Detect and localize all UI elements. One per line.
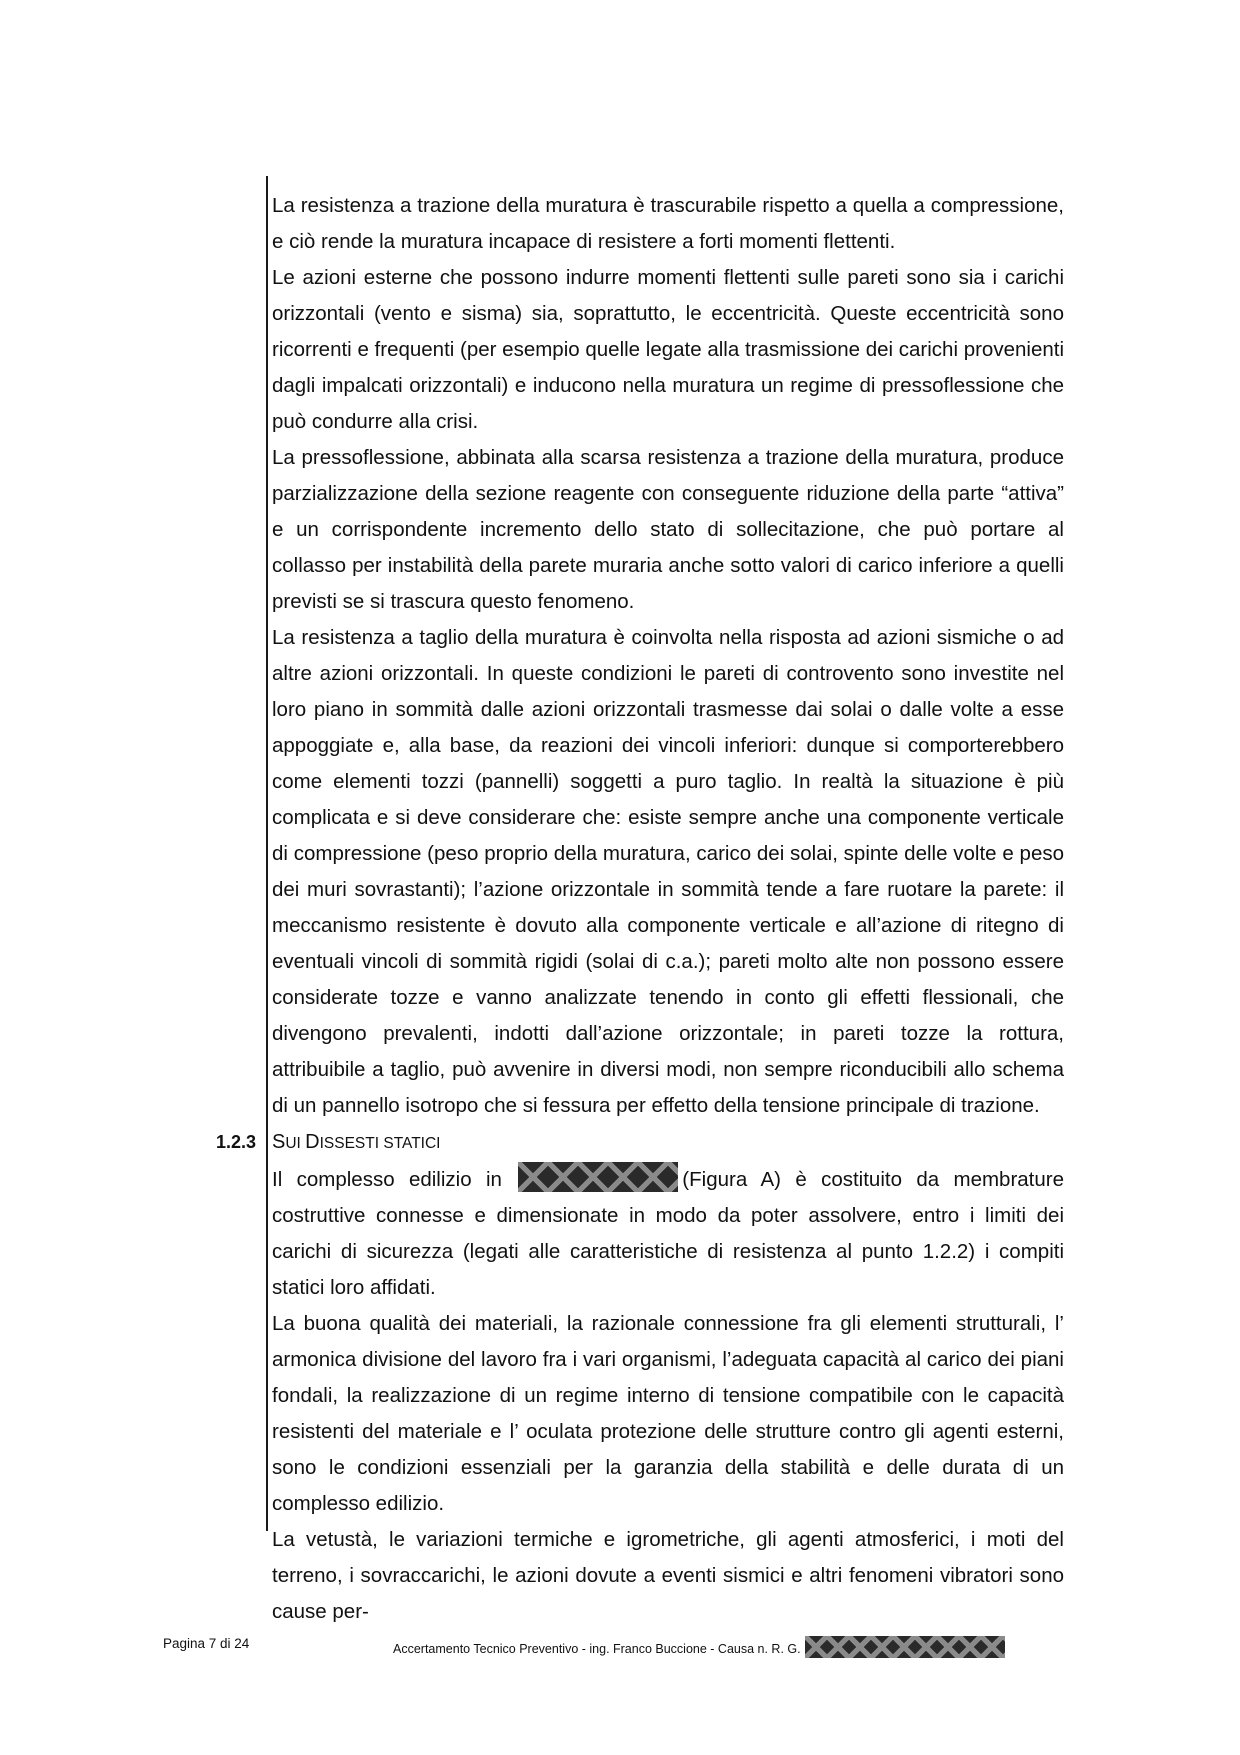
paragraph-3: La pressoflessione, abbinata alla scarsa resistenza a trazione della muratura, produce parzializzazione della sezione reagente con conseguente riduzione della parte “attiva” e un corrispondente incremento dello stato di sollecitazione, che può portare al collasso per instabilità della parete muraria anche sotto valori di carico inferiore a quelli previsti se si trascura questo fenomeno. [272,446,1064,613]
paragraph-4: La resistenza a taglio della muratura è coinvolta nella risposta ad azioni sismiche o ad altre azioni orizzontali. In queste condizioni le pareti di controvento sono investite nel loro piano in sommità dalle azioni orizzontali trasmesse dai solai o dalle volte a esse appoggiate e, alla base, da reazioni dei vincoli inferiori: dunque si comporterebbero come elementi tozzi (pannelli) soggetti a puro taglio. In realtà la situazione è più complicata e si deve considerare che: esiste sempre anche una componente verticale di compressione (peso proprio della muratura, carico dei solai, spinte delle volte e peso dei muri sovrastanti); l’azione orizzontale in sommità tende a fare ruotare la parete: il meccanismo resistente è dovuto alla componente verticale e all’azione di ritegno di eventuali vincoli di sommità rigidi (solai di c.a.); pareti molto alte non possono essere considerate tozze e vanno analizzate tenendo in conto gli effetti flessionali, che divengono prevalenti, indotti dall’azione orizzontale; in pareti tozze la rottura, attribuibile a taglio, può avvenire in diversi modi, non sempre riconducibili allo schema di un pannello isotropo che si fessura per effetto della tensione principale di trazione. [272,626,1064,1117]
section-paragraph-2: La buona qualità dei materiali, la razionale connessione fra gli elementi strutturali, l’ armonica divisione del lavoro fra i vari organismi, l’adeguata capacità al carico dei piani fondali, la realizzazione di un regime interno di tensione compatibile con le capacità resistenti del materiale e l’ oculata protezione delle strutture contro gli agenti esterni, sono le condizioni essenziali per la garanzia della stabilità e delle durata di un complesso edilizio. [272,1312,1064,1515]
page-number: Pagina 7 di 24 [163,1636,250,1651]
section-paragraph-intro: Il complesso edilizio in (Figura A) è costituito da membrature costruttive connesse e dimensionate in modo da poter assolvere, entro i limiti dei carichi di sicurezza (legati alle caratteristiche di resistenza al punto 1.2.2) i compiti statici loro affidati. [272,1162,1064,1306]
section-title: SUI DISSESTI STATICI [272,1131,441,1153]
redacted-case-number [805,1636,1005,1658]
redacted-location [518,1162,678,1192]
left-margin-rule [266,176,268,1531]
section-heading [216,1124,1064,1162]
paragraph-1: La resistenza a trazione della muratura è trascurabile rispetto a quella a compressione, e ciò rende la muratura incapace di resistere a forti momenti flettenti. [272,194,1064,253]
section-number: 1.2.3 [216,1132,257,1152]
footer-title: Accertamento Tecnico Preventivo - ing. Franco Buccione - Causa n. R. G. [393,1636,1005,1658]
section-paragraph-3: La vetustà, le variazioni termiche e igrometriche, gli agenti atmosferici, i moti del terreno, i sovraccarichi, le azioni dovute a eventi sismici e altri fenomeni vibratori sono cause per- [272,1528,1064,1623]
paragraph-2: Le azioni esterne che possono indurre momenti flettenti sulle pareti sono sia i carichi orizzontali (vento e sisma) sia, soprattutto, le eccentricità. Queste eccentricità sono ricorrenti e frequenti (per esempio quelle legate alla trasmissione dei carichi provenienti dagli impalcati orizzontali) e inducono nella muratura un regime di pressoflessione che può condurre alla crisi. [272,266,1064,433]
body-text [216,188,1064,1630]
